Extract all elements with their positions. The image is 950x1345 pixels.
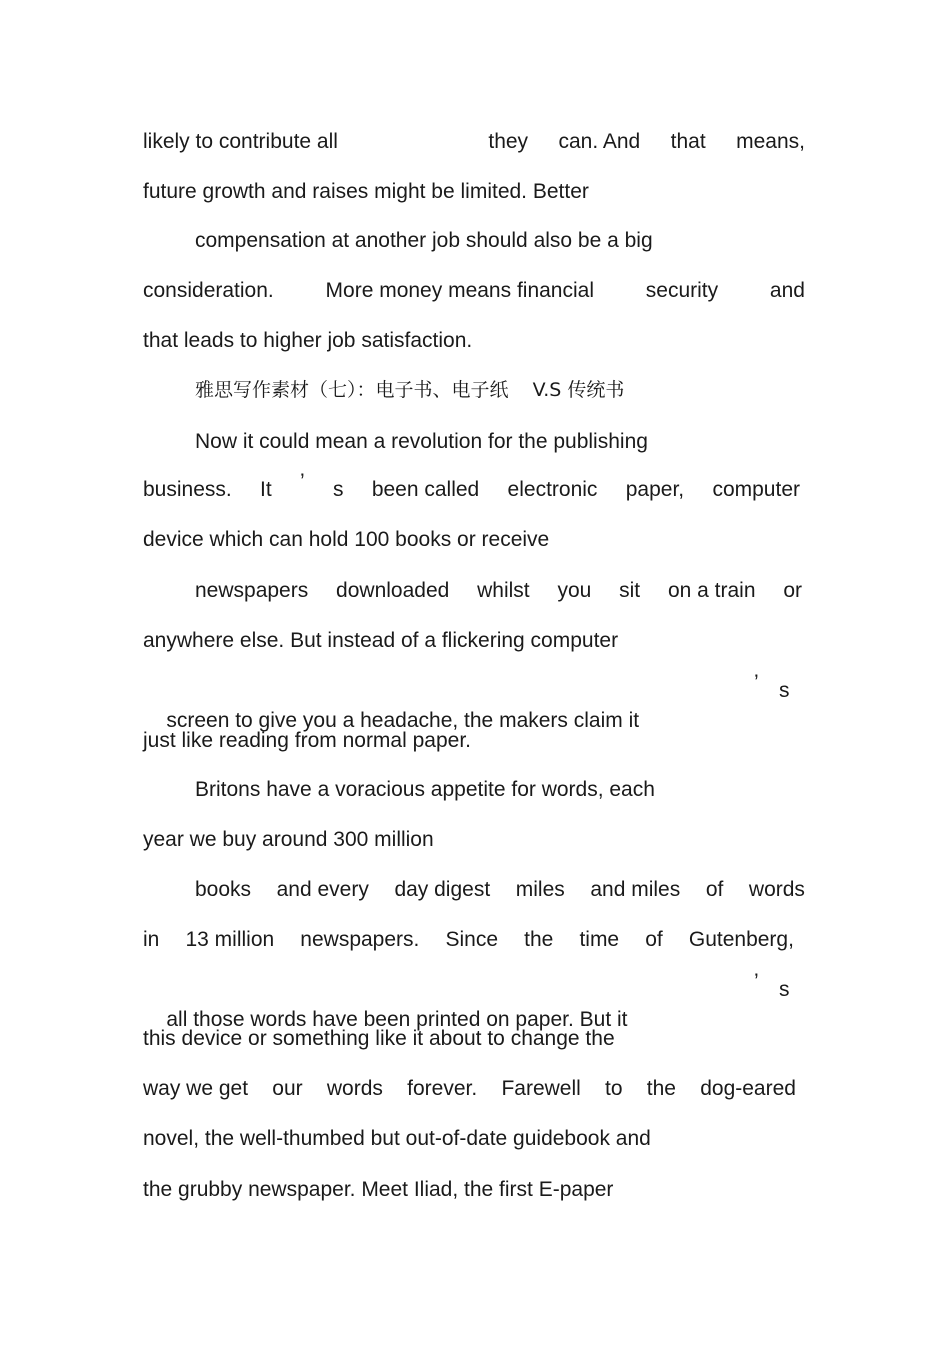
text-line: Now it could mean a revolution for the publishing [195, 430, 648, 453]
text-fragment: our [272, 1077, 303, 1100]
text-fragment: whilst [477, 579, 530, 602]
text-line [143, 1074, 796, 1104]
text-fragment: forever. [407, 1077, 478, 1100]
section-heading: 雅思写作素材（七）：电子书、电子纸 V.S 传统书 [195, 379, 625, 401]
text-fragment: security [645, 279, 719, 302]
text-fragment: newspapers. [300, 928, 420, 951]
text-line [143, 276, 805, 306]
text-fragment: ’ [300, 470, 305, 493]
text-fragment: and miles [590, 878, 681, 901]
text-line [195, 576, 802, 606]
text-fragment: More money means financial [325, 279, 594, 302]
text-fragment: 13 million [185, 928, 275, 951]
text-fragment: ’ [754, 970, 759, 993]
text-fragment: they [488, 130, 529, 153]
text-fragment: of [705, 878, 724, 901]
text-fragment: on a train [667, 579, 756, 602]
text-fragment: s [333, 478, 344, 501]
text-fragment: all those words have been printed on paper. But it [166, 1008, 628, 1031]
text-line [143, 127, 805, 157]
text-fragment: Since [445, 928, 499, 951]
text-fragment: and every [276, 878, 369, 901]
text-fragment: s [779, 679, 790, 702]
text-fragment: Gutenberg, [688, 928, 794, 951]
text-fragment: been called [371, 478, 480, 501]
text-fragment: to [605, 1077, 623, 1100]
text-fragment: words [326, 1077, 383, 1100]
text-fragment: miles [515, 878, 565, 901]
text-fragment: of [645, 928, 663, 951]
text-fragment: dog-eared [700, 1077, 796, 1100]
text-fragment: It [260, 478, 272, 501]
text-line: novel, the well-thumbed but out-of-date guidebook and [143, 1127, 651, 1150]
text-fragment: ’ [754, 671, 759, 694]
text-fragment: Farewell [501, 1077, 581, 1100]
text-line [143, 671, 805, 732]
text-fragment: day digest [394, 878, 491, 901]
text-fragment: can. And [558, 130, 641, 153]
text-line: just like reading from normal paper. [143, 729, 471, 752]
text-fragment: that [670, 130, 706, 153]
text-fragment: computer [712, 478, 800, 501]
text-fragment: likely to contribute all [143, 130, 338, 153]
text-fragment: the [646, 1077, 676, 1100]
text-fragment: way we get [143, 1077, 249, 1100]
text-fragment: words [748, 878, 805, 901]
text-line: this device or something like it about to change the [143, 1027, 615, 1050]
text-fragment: screen to give you a headache, the makers claim it [166, 709, 640, 732]
text-line: anywhere else. But instead of a flickering computer [143, 629, 619, 652]
text-fragment: newspapers [195, 579, 309, 602]
text-fragment: s [779, 978, 790, 1001]
text-fragment: paper, [625, 478, 685, 501]
text-line: that leads to higher job satisfaction. [143, 329, 473, 352]
text-line: the grubby newspaper. Meet Iliad, the first E-paper [143, 1178, 614, 1201]
text-line: future growth and raises might be limited. Better [143, 180, 589, 203]
text-fragment: downloaded [336, 579, 450, 602]
text-fragment: or [783, 579, 802, 602]
text-fragment: electronic [507, 478, 598, 501]
text-line: compensation at another job should also be a big [195, 229, 653, 252]
text-line [195, 875, 805, 905]
text-fragment: sit [619, 579, 641, 602]
text-fragment: books [195, 878, 252, 901]
text-line: Britons have a voracious appetite for words, each [195, 778, 655, 801]
text-fragment: and [769, 279, 805, 302]
text-line [143, 925, 794, 955]
text-fragment: means, [736, 130, 805, 153]
text-fragment: you [557, 579, 592, 602]
text-fragment: business. [143, 478, 232, 501]
text-line [143, 970, 805, 1031]
text-line: device which can hold 100 books or receive [143, 528, 550, 551]
text-fragment: in [143, 928, 160, 951]
text-line: year we buy around 300 million [143, 828, 434, 851]
text-fragment: the [524, 928, 554, 951]
text-line [143, 470, 800, 505]
text-fragment: time [579, 928, 620, 951]
text-fragment: consideration. [143, 279, 274, 302]
